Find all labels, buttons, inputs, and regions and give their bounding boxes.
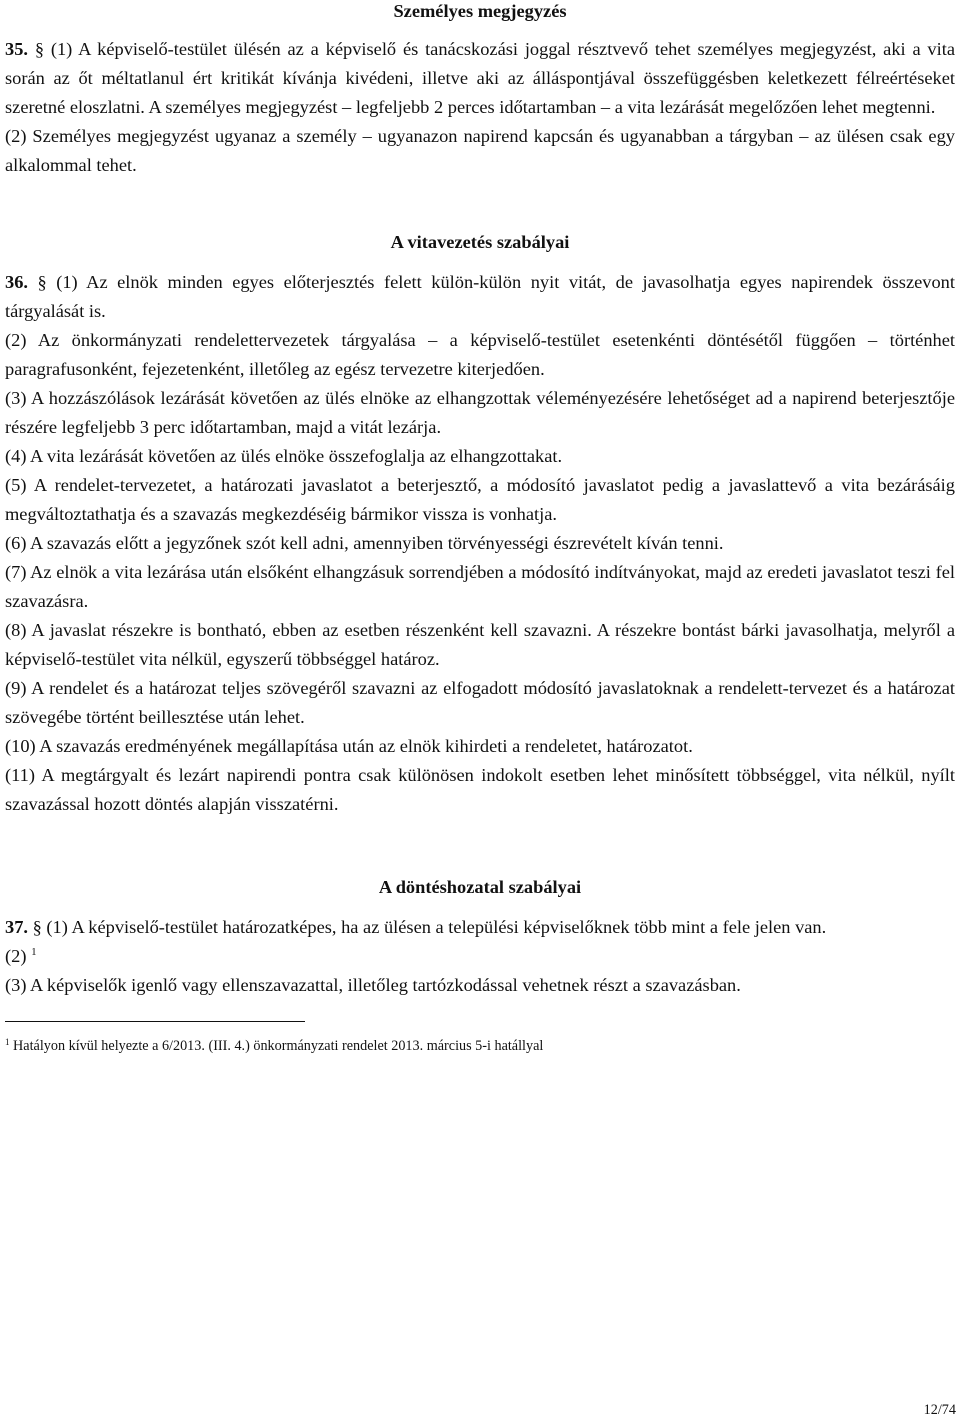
- paragraph-text: [5, 942, 955, 971]
- footnote-text: Hatályon kívül helyezte a 6/2013. (III. 4.) önkormányzati rendelet 2013. március 5-i hatállyal: [13, 1038, 544, 1054]
- paragraph-text: (2) Az önkormányzati rendelettervezetek tárgyalása – a képviselő-testület esetenkénti döntésétől függően – történhet paragrafusonként, fejezetenként, illetőleg az egész tervezetre kiterjedően.: [5, 330, 955, 379]
- page-number: 12/74: [923, 1402, 956, 1418]
- footnote: [5, 1037, 955, 1055]
- section-number: 36.: [5, 272, 28, 292]
- paragraph-label: (2): [5, 946, 27, 966]
- document-page: [5, 0, 955, 1055]
- paragraph-text: (1) Az elnök minden egyes előterjesztés felett külön-külön nyit vitát, de javasolhatja egyes napirendek összevont tárgyalását is.: [5, 272, 955, 321]
- section-heading: A döntéshozatal szabályai: [378, 877, 582, 897]
- paragraph-text: (2) Személyes megjegyzést ugyanaz a személy – ugyanazon napirend kapcsán és ugyanabban a tárgyban – az ülésen csak egy alkalommal tehet.: [5, 126, 955, 175]
- section-paragraph: [5, 268, 955, 326]
- footnote-reference[interactable]: 1: [31, 946, 37, 958]
- paragraph-text: (1) A képviselő-testület ülésén az a képviselő és tanácskozási joggal résztvevő tehet személyes megjegyzést, aki a vita során az őt méltatlanul ért kritikát kívánja kivédeni, illetve aki az álláspontjával összefüggésben keletkezett félreértéseket szeretné eloszlatni. A személyes megjegyzést – legfeljebb 2 perces időtartamban – a vita lezárását megelőzően lehet megtenni.: [5, 39, 955, 117]
- section-number: 37.: [5, 917, 28, 937]
- paragraph-text: (10) A szavazás eredményének megállapítása után az elnök kihirdeti a rendeletet, határozatot.: [5, 736, 693, 756]
- paragraph-sign: §: [34, 39, 45, 59]
- section-number: 35.: [5, 39, 28, 59]
- paragraph-text: (11) A megtárgyalt és lezárt napirendi pontra csak különösen indokolt esetben lehet minősített többséggel, vita nélkül, nyílt szavazással hozott döntés alapján visszatérni.: [5, 765, 955, 814]
- paragraph-text: (4) A vita lezárását követően az ülés elnöke összefoglalja az elhangzottakat.: [5, 446, 563, 466]
- section-heading: A vitavezetés szabályai: [390, 232, 570, 252]
- section-paragraph: [5, 35, 955, 122]
- paragraph-text: (9) A rendelet és a határozat teljes szövegéről szavazni az elfogadott módosító javaslatoknak a rendelett-tervezet és a határozat szövegébe történt beillesztése után lehet.: [5, 678, 955, 727]
- paragraph-text: (8) A javaslat részekre is bontható, ebben az esetben részenként kell szavazni. A részekre bontást bárki javasolhatja, melyről a képviselő-testület vita nélkül, egyszerű többséggel határoz.: [5, 620, 955, 669]
- paragraph-sign: §: [32, 917, 42, 937]
- paragraph-text: (7) Az elnök a vita lezárása után elsőként elhangzásuk sorrendjében a módosító indítványokat, majd az eredeti javaslatot teszi fel szavazásra.: [5, 562, 955, 611]
- paragraph-text: (3) A hozzászólások lezárását követően az ülés elnöke az elhangzottak véleményezésére lehetőséget ad a napirend beterjesztője részére legfeljebb 3 perc időtartamban, majd a vitát lezárja.: [5, 388, 955, 437]
- paragraph-sign: §: [37, 272, 47, 292]
- paragraph-text: (1) A képviselő-testület határozatképes, ha az ülésen a települési képviselőknek több mint a fele jelen van.: [46, 917, 827, 937]
- footnote-divider: [5, 1021, 305, 1022]
- section-heading: Személyes megjegyzés: [393, 1, 567, 21]
- paragraph-text: (5) A rendelet-tervezetet, a határozati javaslatot a beterjesztő, a módosító javaslatot pedig a javaslattevő a vita bezárásáig megváltoztathatja és a szavazás megkezdéséig bármikor vissza is vonhatja.: [5, 475, 955, 524]
- section-paragraph: [5, 913, 955, 942]
- paragraph-text: (3) A képviselők igenlő vagy ellenszavazattal, illetőleg tartózkodással vehetnek részt a szavazásban.: [5, 975, 741, 995]
- paragraph-text: (6) A szavazás előtt a jegyzőnek szót kell adni, amennyiben törvényességi észrevételt kíván tenni.: [5, 533, 724, 553]
- footnote-marker: 1: [5, 1037, 10, 1047]
